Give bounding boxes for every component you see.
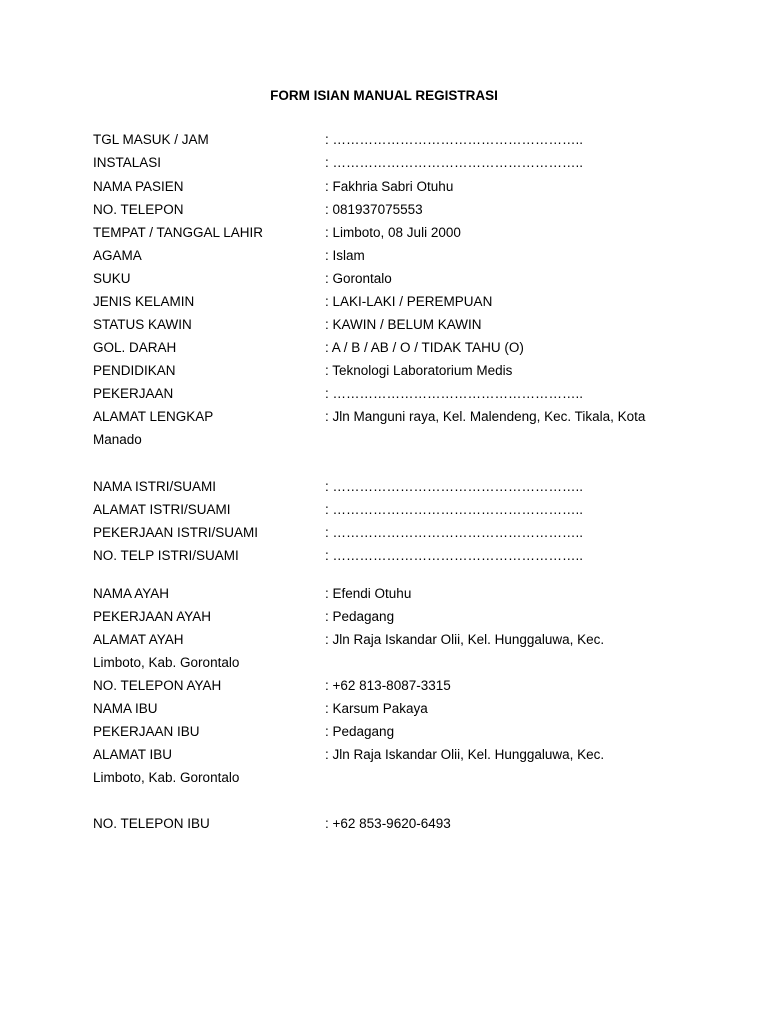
field-value-continuation: Manado — [93, 432, 142, 447]
field-no-telepon — [93, 200, 693, 220]
field-label: STATUS KAWIN — [93, 317, 192, 332]
field-label: NO. TELEPON — [93, 202, 184, 217]
field-label: PEKERJAAN ISTRI/SUAMI — [93, 525, 259, 540]
field-label: NO. TELEPON IBU — [93, 816, 210, 831]
field-value: : LAKI-LAKI / PEREMPUAN — [325, 292, 492, 312]
field-value: : Pedagang — [325, 607, 394, 627]
field-status-kawin — [93, 315, 693, 335]
field-jenis-kelamin — [93, 292, 693, 312]
field-label: ALAMAT LENGKAP — [93, 409, 214, 424]
field-no-telepon-ayah — [93, 676, 693, 696]
field-value: : ……………………………………………….. — [325, 153, 583, 173]
field-alamat-istri-suami — [93, 500, 693, 520]
field-value: : ……………………………………………….. — [325, 384, 583, 404]
field-label: AGAMA — [93, 248, 142, 263]
field-nama-istri-suami — [93, 477, 693, 497]
field-value: : Jln Manguni raya, Kel. Malendeng, Kec. Tikala, Kota — [325, 407, 645, 427]
field-no-telp-istri-suami — [93, 546, 693, 566]
field-label: TGL MASUK / JAM — [93, 132, 209, 147]
field-value: : +62 813-8087-3315 — [325, 676, 451, 696]
field-label: PEKERJAAN AYAH — [93, 609, 212, 624]
field-pekerjaan — [93, 384, 693, 404]
field-label: GOL. DARAH — [93, 340, 177, 355]
field-pendidikan — [93, 361, 693, 381]
field-alamat-lengkap — [93, 407, 693, 427]
field-tempat-tgl-lahir — [93, 223, 693, 243]
field-label: NO. TELP ISTRI/SUAMI — [93, 548, 239, 563]
field-value: : Limboto, 08 Juli 2000 — [325, 223, 461, 243]
field-agama — [93, 246, 693, 266]
field-instalasi — [93, 153, 693, 173]
field-value: : ……………………………………………….. — [325, 523, 583, 543]
field-pekerjaan-istri-suami — [93, 523, 693, 543]
field-value: : Efendi Otuhu — [325, 584, 411, 604]
field-value: : Gorontalo — [325, 269, 392, 289]
field-value: : KAWIN / BELUM KAWIN — [325, 315, 482, 335]
field-label: NAMA IBU — [93, 701, 158, 716]
field-alamat-ibu — [93, 745, 693, 765]
field-no-telepon-ibu — [93, 814, 693, 834]
field-label: ALAMAT ISTRI/SUAMI — [93, 502, 231, 517]
form-title: FORM ISIAN MANUAL REGISTRASI — [270, 88, 498, 103]
field-nama-pasien — [93, 177, 693, 197]
field-label: PENDIDIKAN — [93, 363, 176, 378]
field-value: : Islam — [325, 246, 365, 266]
field-tgl-masuk — [93, 130, 693, 150]
field-label: JENIS KELAMIN — [93, 294, 195, 309]
field-label: NAMA AYAH — [93, 586, 170, 601]
field-value-continuation: Limboto, Kab. Gorontalo — [93, 655, 240, 670]
field-label: INSTALASI — [93, 155, 162, 170]
field-label: PEKERJAAN — [93, 386, 174, 401]
field-value: : ……………………………………………….. — [325, 546, 583, 566]
field-suku — [93, 269, 693, 289]
field-pekerjaan-ibu — [93, 722, 693, 742]
field-value: : Fakhria Sabri Otuhu — [325, 177, 453, 197]
field-nama-ibu — [93, 699, 693, 719]
field-value: : +62 853-9620-6493 — [325, 814, 451, 834]
field-value: : ……………………………………………….. — [325, 130, 583, 150]
field-alamat-ayah — [93, 630, 693, 650]
field-value: : ……………………………………………….. — [325, 477, 583, 497]
field-label: ALAMAT IBU — [93, 747, 173, 762]
field-label: SUKU — [93, 271, 131, 286]
field-nama-ayah — [93, 584, 693, 604]
field-value-continuation: Limboto, Kab. Gorontalo — [93, 770, 240, 785]
field-label: NAMA PASIEN — [93, 179, 184, 194]
field-value: : Teknologi Laboratorium Medis — [325, 361, 512, 381]
field-value: : 081937075553 — [325, 200, 423, 220]
field-value: : Jln Raja Iskandar Olii, Kel. Hunggaluwa, Kec. — [325, 630, 604, 650]
field-label: TEMPAT / TANGGAL LAHIR — [93, 225, 264, 240]
field-value: : A / B / AB / O / TIDAK TAHU (O) — [325, 338, 524, 358]
field-label: NAMA ISTRI/SUAMI — [93, 479, 217, 494]
field-pekerjaan-ayah — [93, 607, 693, 627]
field-value: : ……………………………………………….. — [325, 500, 583, 520]
field-value: : Karsum Pakaya — [325, 699, 428, 719]
field-gol-darah — [93, 338, 693, 358]
field-label: ALAMAT AYAH — [93, 632, 184, 647]
field-label: NO. TELEPON AYAH — [93, 678, 222, 693]
field-value: : Jln Raja Iskandar Olii, Kel. Hunggaluwa, Kec. — [325, 745, 604, 765]
field-label: PEKERJAAN IBU — [93, 724, 200, 739]
field-value: : Pedagang — [325, 722, 394, 742]
